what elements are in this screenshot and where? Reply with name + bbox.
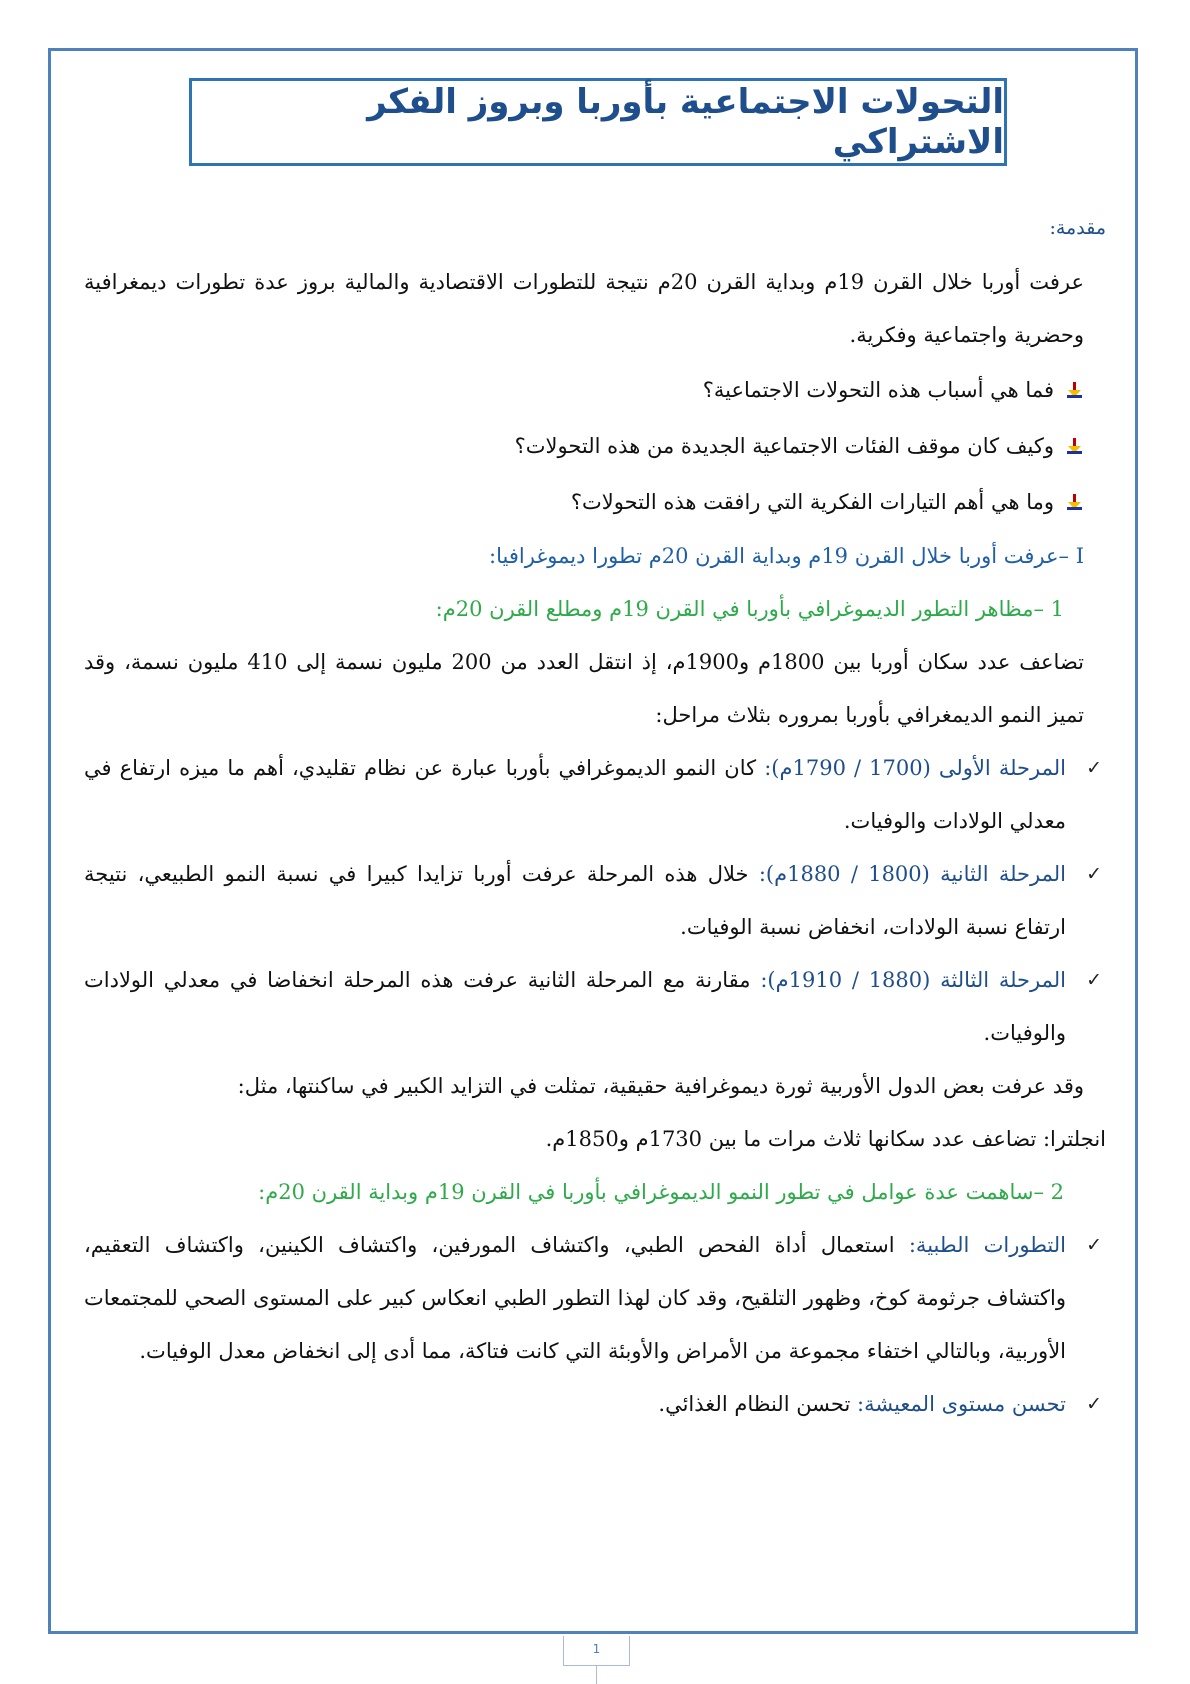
intro-heading: مقدمة: [1049, 217, 1106, 239]
page-title: التحولات الاجتماعية بأوربا وبروز الفكر الاشتراكي [367, 82, 1004, 162]
phase-label: المرحلة الثالثة (1880 / 1910م): [760, 968, 1066, 992]
question-item [84, 474, 1106, 530]
page-number-tick [596, 1666, 597, 1684]
document-body [84, 200, 1106, 1431]
page-number: 1 [563, 1636, 630, 1666]
bullet-arrow-icon [1064, 492, 1084, 512]
bullet-arrow-icon [1064, 380, 1084, 400]
title-box [189, 78, 1007, 166]
revolution-text: وقد عرفت بعض الدول الأوربية ثورة ديموغرافية حقيقية، تمثلت في التزايد الكبير في ساكنتها، مثل: [237, 1074, 1084, 1098]
phase-text: كان النمو الديموغرافي بأوربا عبارة عن نظام تقليدي، أهم ما ميزه ارتفاع في معدلي الولادات والوفيات. [84, 756, 1066, 833]
question-item [84, 418, 1106, 474]
question-item [84, 362, 1106, 418]
england-text: انجلترا: تضاعف عدد سكانها ثلاث مرات ما بين 1730م و1850م. [545, 1127, 1106, 1151]
checkmark-icon: ✓ [1086, 863, 1102, 885]
checkmark-icon: ✓ [1086, 1234, 1102, 1256]
factor-label: التطورات الطبية: [908, 1233, 1066, 1257]
phase-text: خلال هذه المرحلة عرفت أوربا تزايدا كبيرا في نسبة النمو الطبيعي، نتيجة ارتفاع نسبة الولادات، انخفاض نسبة الوفيات. [84, 862, 1066, 939]
phase-item [84, 954, 1106, 1060]
factor-item [84, 1219, 1106, 1378]
phase-text: مقارنة مع المرحلة الثانية عرفت هذه المرحلة انخفاضا في معدلي الولادات والوفيات. [84, 968, 1066, 1045]
checkmark-icon: ✓ [1086, 1393, 1102, 1415]
phase-label: المرحلة الثانية (1800 / 1880م): [758, 862, 1066, 886]
intro-text: عرفت أوربا خلال القرن 19م وبداية القرن 20م نتيجة للتطورات الاقتصادية والمالية بروز عدة تطورات ديمغرافية وحضرية واجتماعية وفكرية. [84, 270, 1084, 347]
subsection-heading-1: 1 –مظاهر التطور الديموغرافي بأوربا في القرن 19م ومطلع القرن 20م: [435, 597, 1064, 621]
question-text: فما هي أسباب هذه التحولات الاجتماعية؟ [702, 377, 1054, 402]
factor-text: استعمال أداة الفحص الطبي، واكتشاف المورفين، واكتشاف الكينين، واكتشاف التعقيم، واكتشاف جرثومة كوخ، وظهور التلقيح، وقد كان لهذا التطور الطبي انعكاس كبير على المستوى الصحي للمجتمعات الأوربية، وبالتالي اختفاء مجموعة من الأمراض والأوبئة التي كانت فتاكة، مما أدى إلى انخفاض معدل الوفيات. [84, 1233, 1066, 1363]
population-text: تضاعف عدد سكان أوربا بين 1800م و1900م، إذ انتقل العدد من 200 مليون نسمة إلى 410 مليون نسمة، وقد تميز النمو الديمغرافي بأوربا بمروره بثلاث مراحل: [84, 650, 1085, 727]
checkmark-icon: ✓ [1086, 757, 1102, 779]
factor-item [84, 1378, 1106, 1431]
factor-text: تحسن النظام الغذائي. [658, 1392, 857, 1416]
question-text: وما هي أهم التيارات الفكرية التي رافقت هذه التحولات؟ [570, 489, 1054, 514]
subsection-heading-2: 2 –ساهمت عدة عوامل في تطور النمو الديموغرافي بأوربا في القرن 19م وبداية القرن 20م: [258, 1180, 1064, 1204]
bullet-arrow-icon [1064, 436, 1084, 456]
question-text: وكيف كان موقف الفئات الاجتماعية الجديدة من هذه التحولات؟ [514, 433, 1054, 458]
section-heading-1: I –عرفت أوربا خلال القرن 19م وبداية القرن 20م تطورا ديموغرافيا: [489, 544, 1084, 568]
checkmark-icon: ✓ [1086, 969, 1102, 991]
phase-item [84, 742, 1106, 848]
factor-label: تحسن مستوى المعيشة: [857, 1392, 1066, 1416]
phase-item [84, 848, 1106, 954]
phase-label: المرحلة الأولى (1700 / 1790م): [764, 756, 1066, 780]
